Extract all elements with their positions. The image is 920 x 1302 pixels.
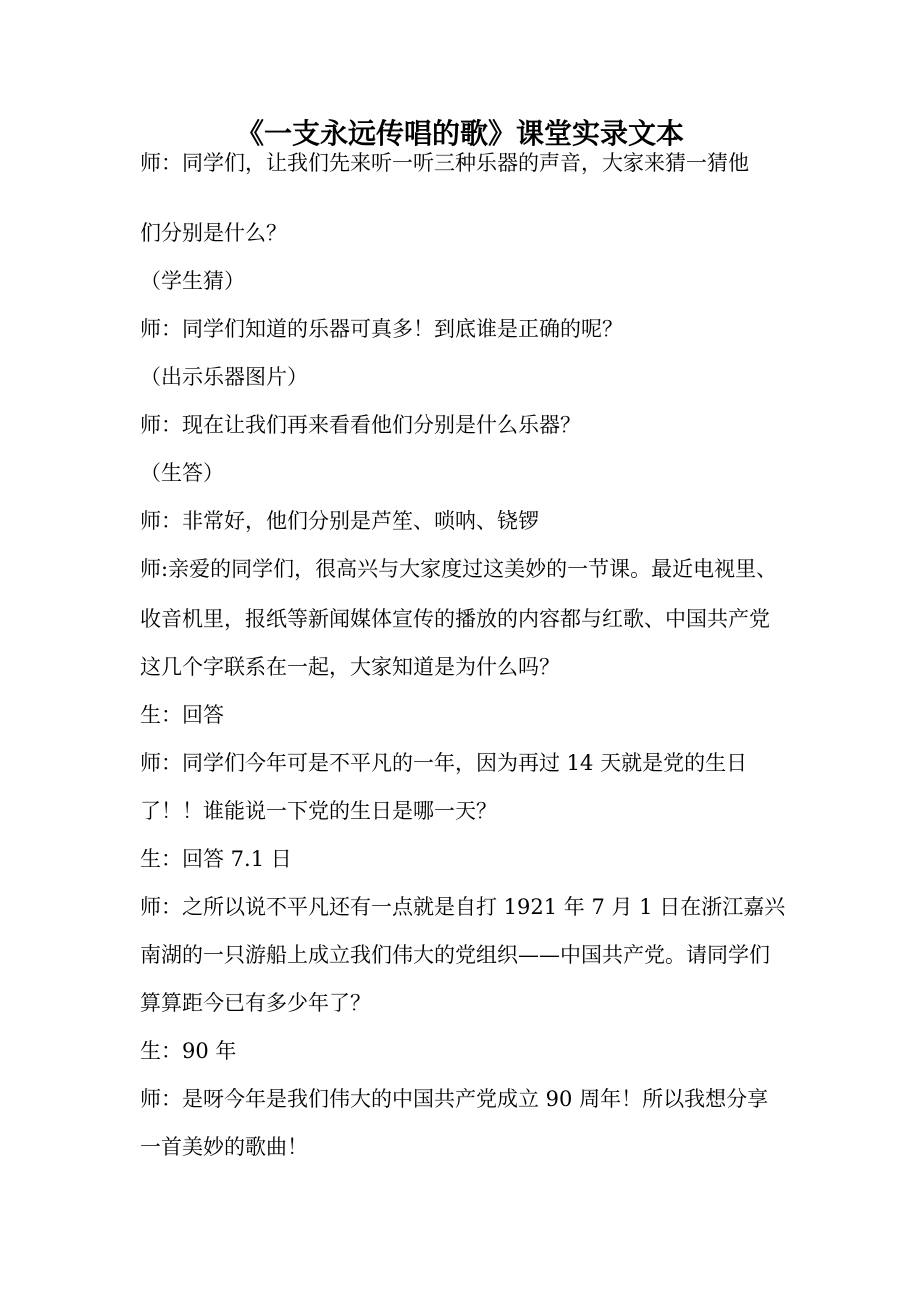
text-line: 这几个字联系在一起，大家知道是为什么吗？: [140, 655, 560, 679]
text-line: 收音机里，报纸等新闻媒体宣传的播放的内容都与红歌、中国共产党: [140, 607, 770, 631]
text-line: 师：同学们知道的乐器可真多！到底谁是正确的呢？: [140, 317, 623, 341]
text-line: 师：同学们，让我们先来听一听三种乐器的声音，大家来猜一猜他: [140, 151, 749, 175]
text-line: 了！！谁能说一下党的生日是哪一天？: [140, 799, 497, 823]
text-line: 生：90 年: [140, 1039, 237, 1063]
text-line: （生答）: [140, 461, 224, 485]
text-line: （学生猜）: [140, 269, 245, 293]
text-line: 生：回答 7.1 日: [140, 847, 292, 871]
text-line: 生：回答: [140, 703, 224, 727]
text-line: 师：是呀今年是我们伟大的中国共产党成立 90 周年！所以我想分享: [140, 1087, 769, 1111]
text-line: 师：之所以说不平凡还有一点就是自打 1921 年 7 月 1 日在浙江嘉兴: [140, 895, 786, 919]
text-line: 一首美妙的歌曲！: [140, 1135, 308, 1159]
text-line: 师:亲爱的同学们，很高兴与大家度过这美妙的一节课。最近电视里、: [140, 557, 778, 581]
text-line: 师：同学们今年可是不平凡的一年，因为再过 14 天就是党的生日: [140, 751, 748, 775]
text-line: 算算距今已有多少年了？: [140, 991, 371, 1015]
document-title: 《一支永远传唱的歌》课堂实录文本: [235, 117, 684, 150]
text-line: 师：非常好，他们分别是芦笙、唢呐、铙锣: [140, 509, 539, 533]
text-line: （出示乐器图片）: [140, 365, 308, 389]
text-line: 南湖的一只游船上成立我们伟大的党组织——中国共产党。请同学们: [140, 943, 770, 967]
text-line: 们分别是什么？: [140, 221, 287, 245]
text-line: 师：现在让我们再来看看他们分别是什么乐器？: [140, 413, 581, 437]
